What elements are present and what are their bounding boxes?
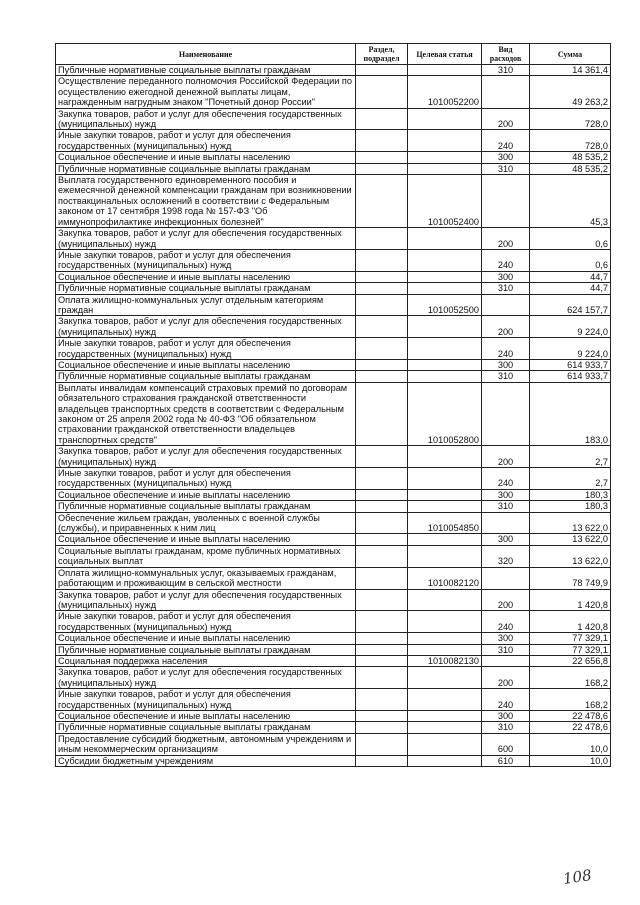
cell-vid xyxy=(482,76,530,108)
cell-summa: 77 329,1 xyxy=(530,633,611,644)
cell-name: Социальная поддержка населения xyxy=(56,655,356,666)
cell-name: Иные закупки товаров, работ и услуг для обеспечения государственных (муниципальных) нужд xyxy=(56,338,356,360)
cell-razdel xyxy=(356,589,408,611)
table-row xyxy=(56,755,611,766)
cell-razdel xyxy=(356,611,408,633)
cell-razdel xyxy=(356,152,408,163)
cell-statya: 1010082120 xyxy=(408,567,482,589)
cell-razdel xyxy=(356,163,408,174)
cell-summa: 77 329,1 xyxy=(530,644,611,655)
table-row xyxy=(56,644,611,655)
table-row xyxy=(56,294,611,316)
cell-summa: 624 157,7 xyxy=(530,294,611,316)
cell-name: Публичные нормативные социальные выплаты гражданам xyxy=(56,65,356,76)
cell-summa: 180,3 xyxy=(530,489,611,500)
cell-name: Закупка товаров, работ и услуг для обеспечения государственных (муниципальных) нужд xyxy=(56,108,356,130)
cell-summa: 0,6 xyxy=(530,228,611,250)
cell-summa: 168,2 xyxy=(530,667,611,689)
cell-razdel xyxy=(356,271,408,282)
cell-statya xyxy=(408,733,482,755)
cell-name: Субсидии бюджетным учреждениям xyxy=(56,755,356,766)
cell-statya: 1010052800 xyxy=(408,382,482,445)
table-row xyxy=(56,633,611,644)
cell-razdel xyxy=(356,283,408,294)
cell-name: Предоставление субсидий бюджетным, автономным учреждениям и иным некоммерческим организациям xyxy=(56,733,356,755)
cell-vid: 600 xyxy=(482,733,530,755)
cell-statya xyxy=(408,152,482,163)
cell-vid: 300 xyxy=(482,152,530,163)
table-header-row xyxy=(56,44,611,65)
cell-razdel xyxy=(356,489,408,500)
cell-name: Социальное обеспечение и иные выплаты населению xyxy=(56,534,356,545)
cell-razdel xyxy=(356,633,408,644)
cell-summa: 2,7 xyxy=(530,468,611,490)
table-row xyxy=(56,722,611,733)
cell-name: Социальное обеспечение и иные выплаты населению xyxy=(56,271,356,282)
cell-name: Выплаты инвалидам компенсаций страховых премий по договорам обязательного страхования гражданской ответственности владельцев транспортных средств в соответствии с Федеральным законом от 25 апреля 2002 года № 40-ФЗ "Об обязательном страховании гражданской ответственности владельцев транспортных средств" xyxy=(56,382,356,445)
cell-name: Закупка товаров, работ и услуг для обеспечения государственных (муниципальных) нужд xyxy=(56,228,356,250)
cell-statya xyxy=(408,489,482,500)
table-row xyxy=(56,249,611,271)
cell-summa: 13 622,0 xyxy=(530,512,611,534)
table-row xyxy=(56,655,611,666)
cell-statya: 1010054850 xyxy=(408,512,482,534)
cell-razdel xyxy=(356,545,408,567)
cell-vid xyxy=(482,175,530,228)
cell-summa: 9 224,0 xyxy=(530,316,611,338)
table-row xyxy=(56,489,611,500)
cell-vid: 240 xyxy=(482,468,530,490)
cell-razdel xyxy=(356,108,408,130)
cell-name: Иные закупки товаров, работ и услуг для обеспечения государственных (муниципальных) нужд xyxy=(56,130,356,152)
cell-razdel xyxy=(356,710,408,721)
cell-name: Публичные нормативные социальные выплаты гражданам xyxy=(56,163,356,174)
cell-razdel xyxy=(356,249,408,271)
cell-razdel xyxy=(356,228,408,250)
cell-statya xyxy=(408,316,482,338)
cell-summa: 614 933,7 xyxy=(530,359,611,370)
cell-statya xyxy=(408,468,482,490)
table-row xyxy=(56,567,611,589)
cell-razdel xyxy=(356,722,408,733)
cell-name: Социальное обеспечение и иные выплаты населению xyxy=(56,359,356,370)
cell-name: Закупка товаров, работ и услуг для обеспечения государственных (муниципальных) нужд xyxy=(56,667,356,689)
cell-razdel xyxy=(356,733,408,755)
table-row xyxy=(56,65,611,76)
header-razdel: Раздел, подраздел xyxy=(356,44,408,65)
cell-vid: 300 xyxy=(482,271,530,282)
cell-name: Публичные нормативные социальные выплаты гражданам xyxy=(56,501,356,512)
cell-statya xyxy=(408,271,482,282)
cell-razdel xyxy=(356,755,408,766)
cell-statya xyxy=(408,371,482,382)
table-row xyxy=(56,283,611,294)
cell-summa: 168,2 xyxy=(530,689,611,711)
table-row xyxy=(56,316,611,338)
cell-statya xyxy=(408,65,482,76)
cell-vid: 240 xyxy=(482,611,530,633)
cell-vid: 200 xyxy=(482,228,530,250)
cell-statya xyxy=(408,589,482,611)
cell-vid: 200 xyxy=(482,316,530,338)
cell-razdel xyxy=(356,294,408,316)
cell-summa: 0,6 xyxy=(530,249,611,271)
cell-statya xyxy=(408,689,482,711)
cell-razdel xyxy=(356,512,408,534)
cell-name: Обеспечение жильем граждан, уволенных с военной службы (службы), и приравненных к ним лиц xyxy=(56,512,356,534)
cell-summa: 44,7 xyxy=(530,271,611,282)
cell-name: Закупка товаров, работ и услуг для обеспечения государственных (муниципальных) нужд xyxy=(56,446,356,468)
cell-summa: 13 622,0 xyxy=(530,534,611,545)
cell-statya xyxy=(408,249,482,271)
cell-vid: 310 xyxy=(482,65,530,76)
table-row xyxy=(56,130,611,152)
cell-vid: 200 xyxy=(482,667,530,689)
cell-summa: 22 656,8 xyxy=(530,655,611,666)
cell-razdel xyxy=(356,446,408,468)
cell-statya xyxy=(408,633,482,644)
cell-vid xyxy=(482,655,530,666)
cell-vid: 320 xyxy=(482,545,530,567)
table-row xyxy=(56,76,611,108)
cell-statya xyxy=(408,667,482,689)
cell-summa: 44,7 xyxy=(530,283,611,294)
cell-vid: 200 xyxy=(482,108,530,130)
cell-razdel xyxy=(356,667,408,689)
cell-summa: 9 224,0 xyxy=(530,338,611,360)
cell-vid: 240 xyxy=(482,249,530,271)
header-vid: Вид расходов xyxy=(482,44,530,65)
table-row xyxy=(56,534,611,545)
cell-statya: 1010052400 xyxy=(408,175,482,228)
cell-summa: 48 535,2 xyxy=(530,163,611,174)
cell-statya xyxy=(408,163,482,174)
cell-statya xyxy=(408,359,482,370)
cell-statya: 1010082130 xyxy=(408,655,482,666)
cell-summa: 614 933,7 xyxy=(530,371,611,382)
cell-name: Закупка товаров, работ и услуг для обеспечения государственных (муниципальных) нужд xyxy=(56,316,356,338)
cell-summa: 10,0 xyxy=(530,755,611,766)
cell-name: Оплата жилищно-коммунальных услуг, оказываемых гражданам, работающим и проживающим в сельской местности xyxy=(56,567,356,589)
cell-statya xyxy=(408,338,482,360)
cell-razdel xyxy=(356,534,408,545)
table-row xyxy=(56,359,611,370)
header-name: Наименование xyxy=(56,44,356,65)
cell-summa: 22 478,6 xyxy=(530,710,611,721)
cell-vid: 310 xyxy=(482,283,530,294)
cell-vid xyxy=(482,512,530,534)
cell-name: Осуществление переданного полномочия Российской Федерации по осуществлению ежегодной денежной выплаты лицам, награжденным нагрудным знаком "Почетный донор России" xyxy=(56,76,356,108)
cell-summa: 180,3 xyxy=(530,501,611,512)
cell-vid: 200 xyxy=(482,589,530,611)
cell-summa: 49 263,2 xyxy=(530,76,611,108)
table-row xyxy=(56,733,611,755)
cell-summa: 10,0 xyxy=(530,733,611,755)
cell-razdel xyxy=(356,501,408,512)
cell-name: Иные закупки товаров, работ и услуг для обеспечения государственных (муниципальных) нужд xyxy=(56,689,356,711)
cell-razdel xyxy=(356,371,408,382)
cell-vid: 200 xyxy=(482,446,530,468)
cell-razdel xyxy=(356,567,408,589)
cell-statya: 1010052200 xyxy=(408,76,482,108)
cell-vid: 310 xyxy=(482,644,530,655)
table-row xyxy=(56,108,611,130)
cell-name: Иные закупки товаров, работ и услуг для обеспечения государственных (муниципальных) нужд xyxy=(56,468,356,490)
cell-razdel xyxy=(356,130,408,152)
cell-name: Закупка товаров, работ и услуг для обеспечения государственных (муниципальных) нужд xyxy=(56,589,356,611)
table-row xyxy=(56,446,611,468)
cell-name: Публичные нормативные социальные выплаты гражданам xyxy=(56,283,356,294)
cell-summa: 1 420,8 xyxy=(530,611,611,633)
table-row xyxy=(56,589,611,611)
cell-statya xyxy=(408,446,482,468)
cell-summa: 45,3 xyxy=(530,175,611,228)
cell-name: Публичные нормативные социальные выплаты гражданам xyxy=(56,644,356,655)
cell-statya xyxy=(408,710,482,721)
cell-summa: 14 361,4 xyxy=(530,65,611,76)
cell-statya xyxy=(408,130,482,152)
cell-razdel xyxy=(356,76,408,108)
cell-vid: 240 xyxy=(482,130,530,152)
cell-name: Иные закупки товаров, работ и услуг для обеспечения государственных (муниципальных) нужд xyxy=(56,611,356,633)
cell-name: Оплата жилищно-коммунальных услуг отдельным категориям граждан xyxy=(56,294,356,316)
cell-statya: 1010052500 xyxy=(408,294,482,316)
cell-statya xyxy=(408,534,482,545)
cell-name: Социальное обеспечение и иные выплаты населению xyxy=(56,633,356,644)
budget-table xyxy=(55,43,611,767)
table-row xyxy=(56,175,611,228)
cell-name: Публичные нормативные социальные выплаты гражданам xyxy=(56,722,356,733)
cell-razdel xyxy=(356,382,408,445)
table-row xyxy=(56,228,611,250)
cell-vid: 300 xyxy=(482,534,530,545)
table-row xyxy=(56,545,611,567)
cell-vid: 240 xyxy=(482,689,530,711)
cell-vid: 310 xyxy=(482,163,530,174)
cell-statya xyxy=(408,644,482,655)
cell-statya xyxy=(408,755,482,766)
cell-name: Социальные выплаты гражданам, кроме публичных нормативных социальных выплат xyxy=(56,545,356,567)
table-row xyxy=(56,271,611,282)
cell-razdel xyxy=(356,655,408,666)
cell-vid: 310 xyxy=(482,722,530,733)
cell-vid: 300 xyxy=(482,359,530,370)
table-row xyxy=(56,710,611,721)
cell-statya xyxy=(408,545,482,567)
cell-razdel xyxy=(356,175,408,228)
cell-summa: 48 535,2 xyxy=(530,152,611,163)
cell-razdel xyxy=(356,644,408,655)
cell-vid: 310 xyxy=(482,371,530,382)
cell-summa: 2,7 xyxy=(530,446,611,468)
cell-name: Социальное обеспечение и иные выплаты населению xyxy=(56,489,356,500)
table-row xyxy=(56,611,611,633)
cell-name: Иные закупки товаров, работ и услуг для обеспечения государственных (муниципальных) нужд xyxy=(56,249,356,271)
cell-statya xyxy=(408,722,482,733)
header-summa: Сумма xyxy=(530,44,611,65)
cell-name: Социальное обеспечение и иные выплаты населению xyxy=(56,710,356,721)
cell-vid: 300 xyxy=(482,710,530,721)
table-row xyxy=(56,163,611,174)
cell-summa: 1 420,8 xyxy=(530,589,611,611)
cell-vid: 310 xyxy=(482,501,530,512)
cell-statya xyxy=(408,501,482,512)
cell-razdel xyxy=(356,468,408,490)
table-row xyxy=(56,382,611,445)
table-row xyxy=(56,338,611,360)
table-row xyxy=(56,371,611,382)
table-row xyxy=(56,512,611,534)
cell-vid: 610 xyxy=(482,755,530,766)
cell-name: Публичные нормативные социальные выплаты гражданам xyxy=(56,371,356,382)
cell-statya xyxy=(408,611,482,633)
cell-razdel xyxy=(356,359,408,370)
header-statya: Целевая статья xyxy=(408,44,482,65)
cell-statya xyxy=(408,108,482,130)
cell-name: Социальное обеспечение и иные выплаты населению xyxy=(56,152,356,163)
table-body xyxy=(56,65,611,767)
cell-summa: 13 622,0 xyxy=(530,545,611,567)
cell-razdel xyxy=(356,316,408,338)
cell-vid xyxy=(482,382,530,445)
table-row xyxy=(56,689,611,711)
cell-summa: 22 478,6 xyxy=(530,722,611,733)
budget-table-sheet xyxy=(55,43,610,767)
table-row xyxy=(56,468,611,490)
cell-vid: 240 xyxy=(482,338,530,360)
cell-vid xyxy=(482,567,530,589)
cell-vid: 300 xyxy=(482,489,530,500)
page-number: 108 xyxy=(561,866,593,888)
cell-razdel xyxy=(356,338,408,360)
table-row xyxy=(56,152,611,163)
cell-vid: 300 xyxy=(482,633,530,644)
table-row xyxy=(56,501,611,512)
table-row xyxy=(56,667,611,689)
cell-summa: 183,0 xyxy=(530,382,611,445)
cell-name: Выплата государственного единовременного пособия и ежемесячной денежной компенсации гражданам при возникновении поствакцинальных осложнений в соответствии с Федеральным законом от 17 сентября 1998 года № 157-ФЗ "Об иммунопрофилактике инфекционных болезней" xyxy=(56,175,356,228)
cell-summa: 728,0 xyxy=(530,108,611,130)
cell-summa: 728,0 xyxy=(530,130,611,152)
cell-statya xyxy=(408,283,482,294)
cell-summa: 78 749,9 xyxy=(530,567,611,589)
cell-razdel xyxy=(356,689,408,711)
cell-razdel xyxy=(356,65,408,76)
cell-statya xyxy=(408,228,482,250)
cell-vid xyxy=(482,294,530,316)
